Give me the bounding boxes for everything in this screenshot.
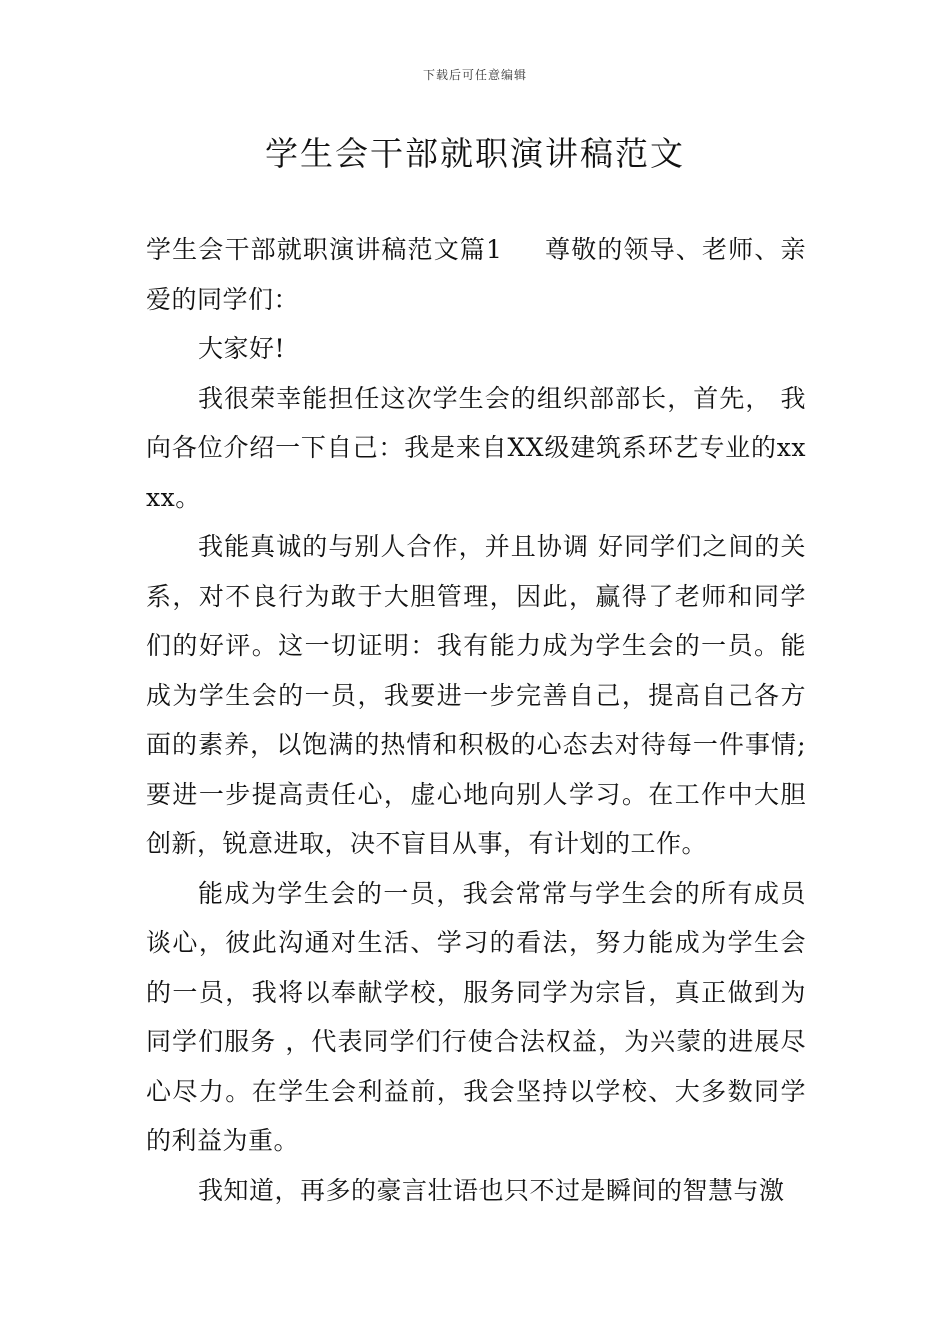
- salutation-text: 尊敬的领导、老师、亲爱的同学们：: [146, 235, 806, 314]
- paragraph: 我知道，再多的豪言壮语也只不过是瞬间的智慧与激: [198, 1175, 785, 1205]
- header-note: 下载后可任意编辑: [422, 68, 527, 82]
- paragraph: 能成为学生会的一员，我会常常与学生会的所有成员谈心，彼此沟通对生活、学习的看法，努力能成为学生会的一员，我将以奉献学校，服务同学为宗旨，真正做到为同学们服务 ，代表同学们行使合法权益，为兴蒙的进展尽心尽力。在学生会利益前，我会坚持以学校、大多数同学的利益为重。: [146, 878, 806, 1155]
- paragraph: 我能真诚的与别人合作，并且协调 好同学们之间的关系，对不良行为敢于大胆管理，因此，赢得了老师和同学们的好评。这一切证明：我有能力成为学生会的一员。能成为学生会的一员，我要进一步完善自己，提高自己各方面的素养，以饱满的热情和积极的心态去对待每一件事情;要进一步提高责任心，虚心地向别人学习。在工作中大胆创新，锐意进取，决不盲目从事，有计划的工作。: [146, 532, 806, 858]
- paragraph: 大家好!: [198, 334, 286, 363]
- paragraph: 我很荣幸能担任这次学生会的组织部部长，首先， 我向各位介绍一下自己：我是来自XX级建筑系环艺专业的xxxx。: [146, 383, 806, 512]
- document-body: [146, 225, 806, 1215]
- document-title: 学生会干部就职演讲稿范文: [265, 134, 685, 173]
- paragraph-greeting: [146, 225, 806, 324]
- section-heading: 学生会干部就职演讲稿范文篇1: [146, 235, 503, 264]
